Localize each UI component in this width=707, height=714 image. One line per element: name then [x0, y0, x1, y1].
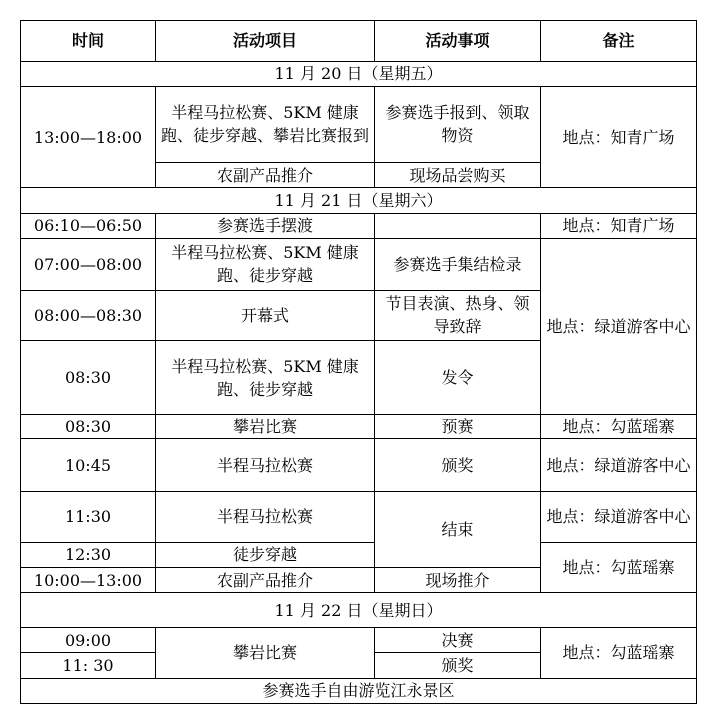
table-row	[21, 439, 697, 492]
footer-note: 参赛选手自由游览江永景区	[21, 678, 697, 703]
project-cell: 半程马拉松赛、5KM 健康跑、徒步穿越	[156, 238, 375, 290]
item-cell: 参赛选手报到、领取物资	[375, 86, 541, 162]
header-project: 活动项目	[156, 21, 375, 62]
table-row	[21, 542, 697, 567]
project-cell: 半程马拉松赛	[156, 439, 375, 492]
schedule-table	[20, 20, 697, 704]
note-cell: 地点：勾蓝瑶寨	[541, 542, 697, 593]
time-cell: 11:30	[21, 492, 156, 543]
item-cell: 现场品尝购买	[375, 162, 541, 187]
table-row	[21, 238, 697, 290]
project-cell: 徒步穿越	[156, 542, 375, 567]
item-cell: 颁奖	[375, 653, 541, 678]
day-row	[21, 188, 697, 213]
item-cell: 预赛	[375, 415, 541, 439]
table-row	[21, 86, 697, 162]
time-cell: 10:45	[21, 439, 156, 492]
item-cell: 现场推介	[375, 568, 541, 593]
time-cell: 11: 30	[21, 653, 156, 678]
project-cell: 攀岩比赛	[156, 627, 375, 678]
table-row	[21, 492, 697, 543]
day-heading-nov20: 11 月 20 日（星期五）	[21, 61, 697, 86]
day-heading-nov21: 11 月 21 日（星期六）	[21, 188, 697, 213]
header-row	[21, 21, 697, 62]
project-cell: 攀岩比赛	[156, 415, 375, 439]
project-cell: 开幕式	[156, 290, 375, 341]
footer-row	[21, 678, 697, 703]
note-cell: 地点：绿道游客中心	[541, 238, 697, 414]
time-cell: 09:00	[21, 627, 156, 652]
day-row	[21, 593, 697, 627]
time-cell: 08:30	[21, 341, 156, 415]
time-cell: 08:00—08:30	[21, 290, 156, 341]
project-cell: 半程马拉松赛、5KM 健康跑、徒步穿越、攀岩比赛报到	[156, 86, 375, 162]
table-row	[21, 213, 697, 238]
project-cell: 参赛选手摆渡	[156, 213, 375, 238]
item-cell: 决赛	[375, 627, 541, 652]
time-cell: 10:00—13:00	[21, 568, 156, 593]
item-cell: 结束	[375, 492, 541, 568]
item-cell: 参赛选手集结检录	[375, 238, 541, 290]
project-cell: 半程马拉松赛、5KM 健康跑、徒步穿越	[156, 341, 375, 415]
time-cell: 13:00—18:00	[21, 86, 156, 187]
item-cell: 颁奖	[375, 439, 541, 492]
day-heading-nov22: 11 月 22 日（星期日）	[21, 593, 697, 627]
project-cell: 农副产品推介	[156, 162, 375, 187]
time-cell: 12:30	[21, 542, 156, 567]
header-note: 备注	[541, 21, 697, 62]
time-cell: 08:30	[21, 415, 156, 439]
project-cell: 半程马拉松赛	[156, 492, 375, 543]
note-cell: 地点：勾蓝瑶寨	[541, 627, 697, 678]
item-cell	[375, 213, 541, 238]
note-cell: 地点：绿道游客中心	[541, 439, 697, 492]
project-cell: 农副产品推介	[156, 568, 375, 593]
note-cell: 地点：勾蓝瑶寨	[541, 415, 697, 439]
table-row	[21, 415, 697, 439]
header-item: 活动事项	[375, 21, 541, 62]
time-cell: 07:00—08:00	[21, 238, 156, 290]
time-cell: 06:10—06:50	[21, 213, 156, 238]
day-row	[21, 61, 697, 86]
note-cell: 地点：知青广场	[541, 86, 697, 187]
item-cell: 发令	[375, 341, 541, 415]
note-cell: 地点：知青广场	[541, 213, 697, 238]
header-time: 时间	[21, 21, 156, 62]
item-cell: 节目表演、热身、领导致辞	[375, 290, 541, 341]
table-row	[21, 627, 697, 652]
note-cell: 地点：绿道游客中心	[541, 492, 697, 543]
